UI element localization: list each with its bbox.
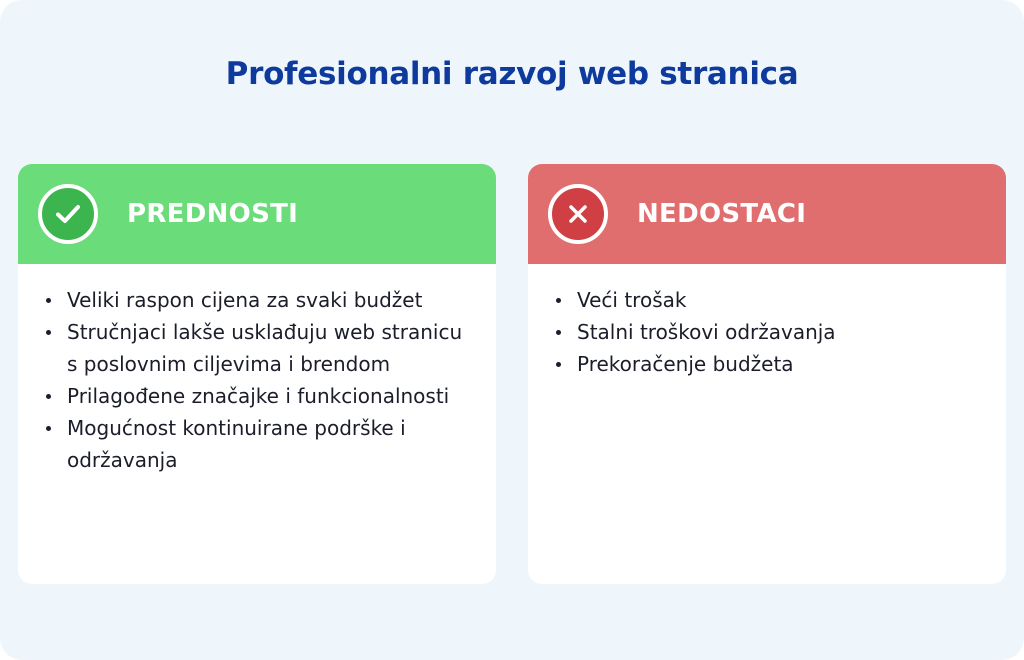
bullet-icon (556, 330, 561, 335)
list-item-text: Stalni troškovi održavanja (577, 320, 836, 344)
list-item (556, 348, 976, 380)
cons-list (528, 264, 1006, 380)
bullet-icon (46, 330, 51, 335)
cons-card (528, 164, 1006, 584)
x-circle-icon (548, 184, 608, 244)
list-item (556, 284, 976, 316)
list-item-text: Prekoračenje budžeta (577, 352, 794, 376)
list-item-text: Prilagođene značajke i funkcionalnosti (67, 384, 450, 408)
list-item (46, 316, 466, 380)
bullet-icon (46, 394, 51, 399)
list-item-text: Mogućnost kontinuirane podrške i održavanja (67, 416, 406, 472)
pros-card (18, 164, 496, 584)
bullet-icon (46, 426, 51, 431)
page-title: Profesionalni razvoj web stranica (225, 56, 799, 92)
cons-heading: NEDOSTACI (637, 199, 807, 229)
list-item (46, 284, 466, 316)
bullet-icon (556, 362, 561, 367)
list-item-text: Stručnjaci lakše usklađuju web stranicu s poslovnim ciljevima i brendom (67, 320, 463, 376)
list-item (556, 316, 976, 348)
list-item-text: Veći trošak (577, 288, 687, 312)
bullet-icon (556, 298, 561, 303)
check-circle-icon (38, 184, 98, 244)
pros-heading: PREDNOSTI (127, 199, 299, 229)
list-item-text: Veliki raspon cijena za svaki budžet (67, 288, 423, 312)
bullet-icon (46, 298, 51, 303)
list-item (46, 412, 466, 476)
list-item (46, 380, 466, 412)
pros-header (18, 164, 496, 264)
cons-header (528, 164, 1006, 264)
pros-list (18, 264, 496, 476)
